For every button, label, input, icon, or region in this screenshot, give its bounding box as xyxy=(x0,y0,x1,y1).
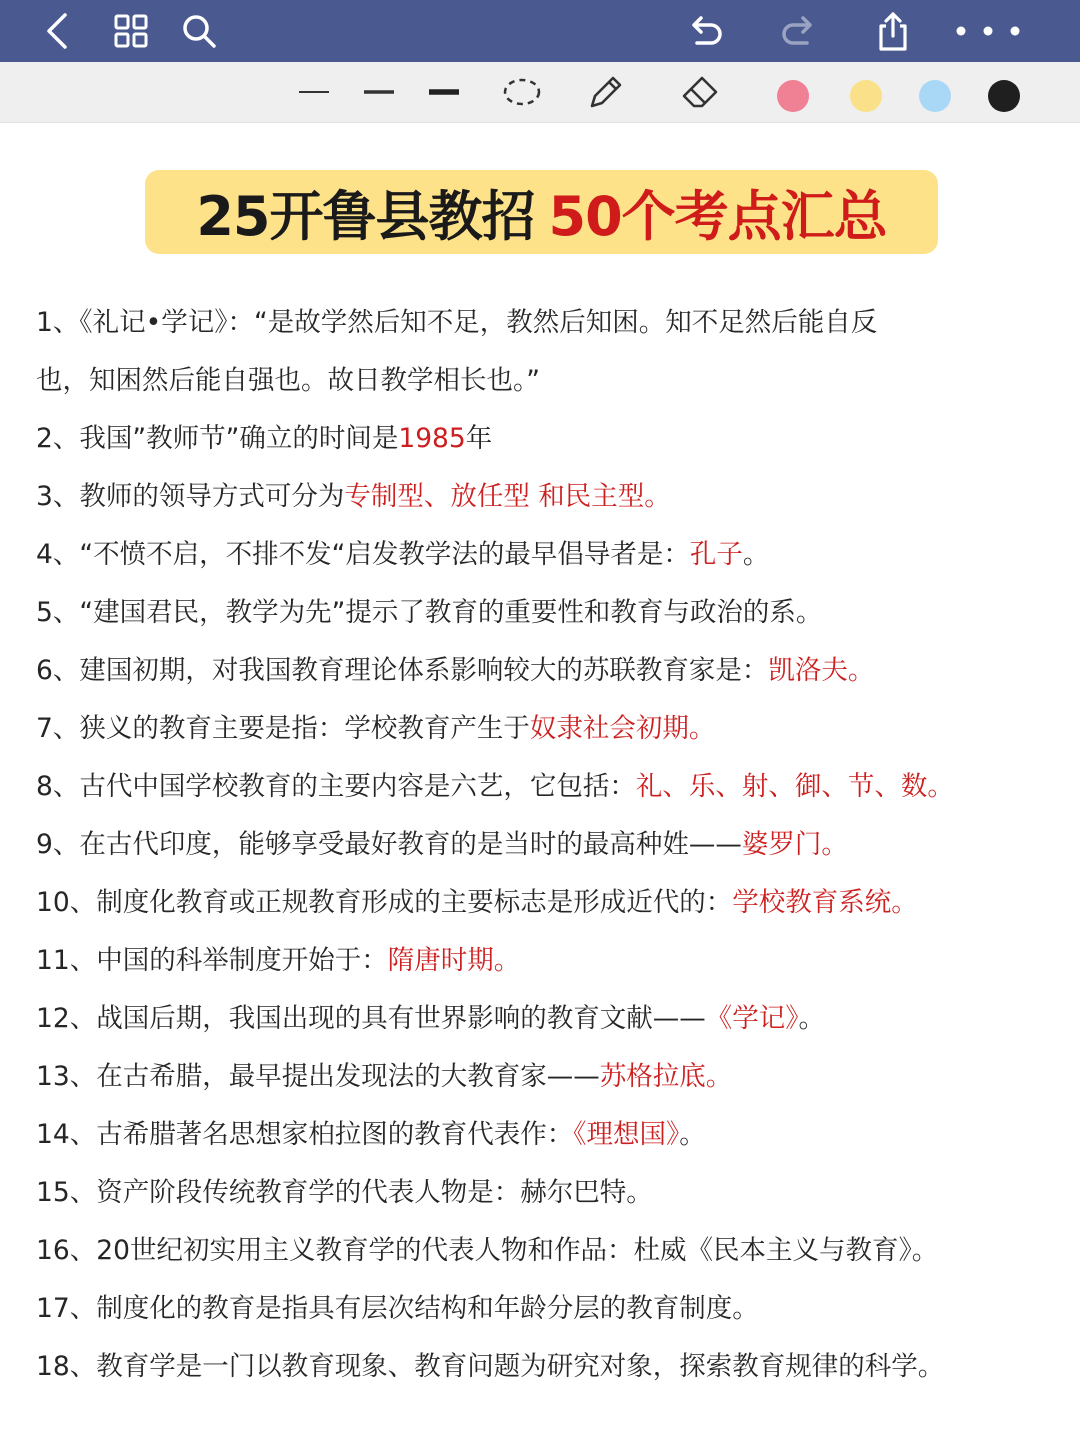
note-line-2 xyxy=(36,410,1056,468)
line-text: 1、《礼记•学记》：“是故学然后知不足，教然后知困。知不足然后能自反 xyxy=(36,307,878,338)
top-navigation-bar xyxy=(0,0,1080,62)
page-title xyxy=(145,170,938,254)
note-line-1-cont xyxy=(36,352,1056,410)
highlight-answer: 婆罗门。 xyxy=(741,829,848,860)
highlight-answer: 礼、乐、射、御、节、数。 xyxy=(635,771,954,802)
drawing-toolbar xyxy=(0,62,1080,123)
line-text: 14、古希腊著名思想家柏拉图的教育代表作： xyxy=(36,1119,574,1150)
thin-line-icon[interactable] xyxy=(292,72,336,112)
line-text: 8、古代中国学校教育的主要内容是六艺，它包括： xyxy=(36,771,636,802)
color-swatch-pink[interactable] xyxy=(777,80,809,112)
note-line-13 xyxy=(36,1048,1056,1106)
note-line-9 xyxy=(36,816,1056,874)
color-swatch-blue[interactable] xyxy=(919,80,951,112)
undo-icon[interactable] xyxy=(680,6,730,56)
line-text-after: 。 xyxy=(742,539,770,570)
note-line-11 xyxy=(36,932,1056,990)
line-text: 7、狭义的教育主要是指：学校教育产生于 xyxy=(36,713,530,744)
line-text: 3、教师的领导方式可分为 xyxy=(36,481,345,512)
line-text: 2、我国”教师节”确立的时间是 xyxy=(36,423,399,454)
note-line-6 xyxy=(36,642,1056,700)
highlight-answer: 专制型、放任型 和民主型。 xyxy=(344,481,671,512)
note-line-18 xyxy=(36,1338,1056,1396)
line-text: 4、“不愤不启，不排不发“启发教学法的最早倡导者是： xyxy=(36,539,690,570)
note-line-1 xyxy=(36,294,1056,352)
note-line-7 xyxy=(36,700,1056,758)
share-icon[interactable] xyxy=(868,6,918,56)
line-text: 11、中国的科举制度开始于： xyxy=(36,945,388,976)
note-line-8 xyxy=(36,758,1056,816)
medium-line-icon[interactable] xyxy=(357,72,401,112)
note-line-3 xyxy=(36,468,1056,526)
more-icon[interactable] xyxy=(950,6,1026,56)
line-text-after: 。 xyxy=(798,1003,825,1034)
line-text: 17、制度化的教育是指具有层次结构和年龄分层的教育制度。 xyxy=(36,1293,759,1324)
line-text: 13、在古希腊，最早提出发现法的大教育家—— xyxy=(36,1061,600,1092)
note-line-5 xyxy=(36,584,1056,642)
highlight-answer: 苏格拉底。 xyxy=(599,1061,733,1092)
title-part-1: 25开鲁县教招 xyxy=(196,184,535,248)
highlight-answer: 奴隶社会初期。 xyxy=(529,713,716,744)
grid-icon[interactable] xyxy=(106,6,156,56)
line-text: 也，知困然后能自强也。故日教学相长也。” xyxy=(36,365,540,396)
back-icon[interactable] xyxy=(33,6,83,56)
note-line-12 xyxy=(36,990,1056,1048)
line-text: 16、20世纪初实用主义教育学的代表人物和作品：杜威《民本主义与教育》。 xyxy=(36,1235,939,1266)
lasso-icon[interactable] xyxy=(500,72,544,112)
note-line-15 xyxy=(36,1164,1056,1222)
highlight-answer: 《学记》 xyxy=(705,1003,799,1034)
highlight-answer: 凯洛夫。 xyxy=(768,655,875,686)
search-icon[interactable] xyxy=(174,6,224,56)
title-part-2: 50个考点汇总 xyxy=(548,184,887,248)
line-text: 12、战国后期，我国出现的具有世界影响的教育文献—— xyxy=(36,1003,706,1034)
line-text: 18、教育学是一门以教育现象、教育问题为研究对象，探索教育规律的科学。 xyxy=(36,1351,945,1382)
pencil-icon[interactable] xyxy=(584,72,628,112)
eraser-icon[interactable] xyxy=(678,72,722,112)
color-swatch-black[interactable] xyxy=(988,80,1020,112)
note-content xyxy=(36,294,1056,1396)
highlight-answer: 1985 xyxy=(398,423,466,454)
line-text: 15、资产阶段传统教育学的代表人物是：赫尔巴特。 xyxy=(36,1177,653,1208)
line-text-after: 年 xyxy=(465,423,493,454)
line-text-after: 。 xyxy=(679,1119,706,1150)
redo-icon[interactable] xyxy=(774,6,824,56)
note-line-17 xyxy=(36,1280,1056,1338)
highlight-answer: 《理想国》 xyxy=(573,1119,680,1150)
highlight-answer: 孔子 xyxy=(689,539,743,570)
note-line-4 xyxy=(36,526,1056,584)
highlight-answer: 学校教育系统。 xyxy=(732,887,918,918)
line-text: 10、制度化教育或正规教育形成的主要标志是形成近代的： xyxy=(36,887,733,918)
highlight-answer: 隋唐时期。 xyxy=(387,945,521,976)
line-text: 6、建国初期，对我国教育理论体系影响较大的苏联教育家是： xyxy=(36,655,769,686)
note-line-16 xyxy=(36,1222,1056,1280)
color-swatch-yellow[interactable] xyxy=(850,80,882,112)
note-line-10 xyxy=(36,874,1056,932)
note-line-14 xyxy=(36,1106,1056,1164)
line-text: 9、在古代印度，能够享受最好教育的是当时的最高种姓—— xyxy=(36,829,742,860)
line-text: 5、“建国君民，教学为先”提示了教育的重要性和教育与政治的系。 xyxy=(36,597,823,628)
thick-line-icon[interactable] xyxy=(422,72,466,112)
